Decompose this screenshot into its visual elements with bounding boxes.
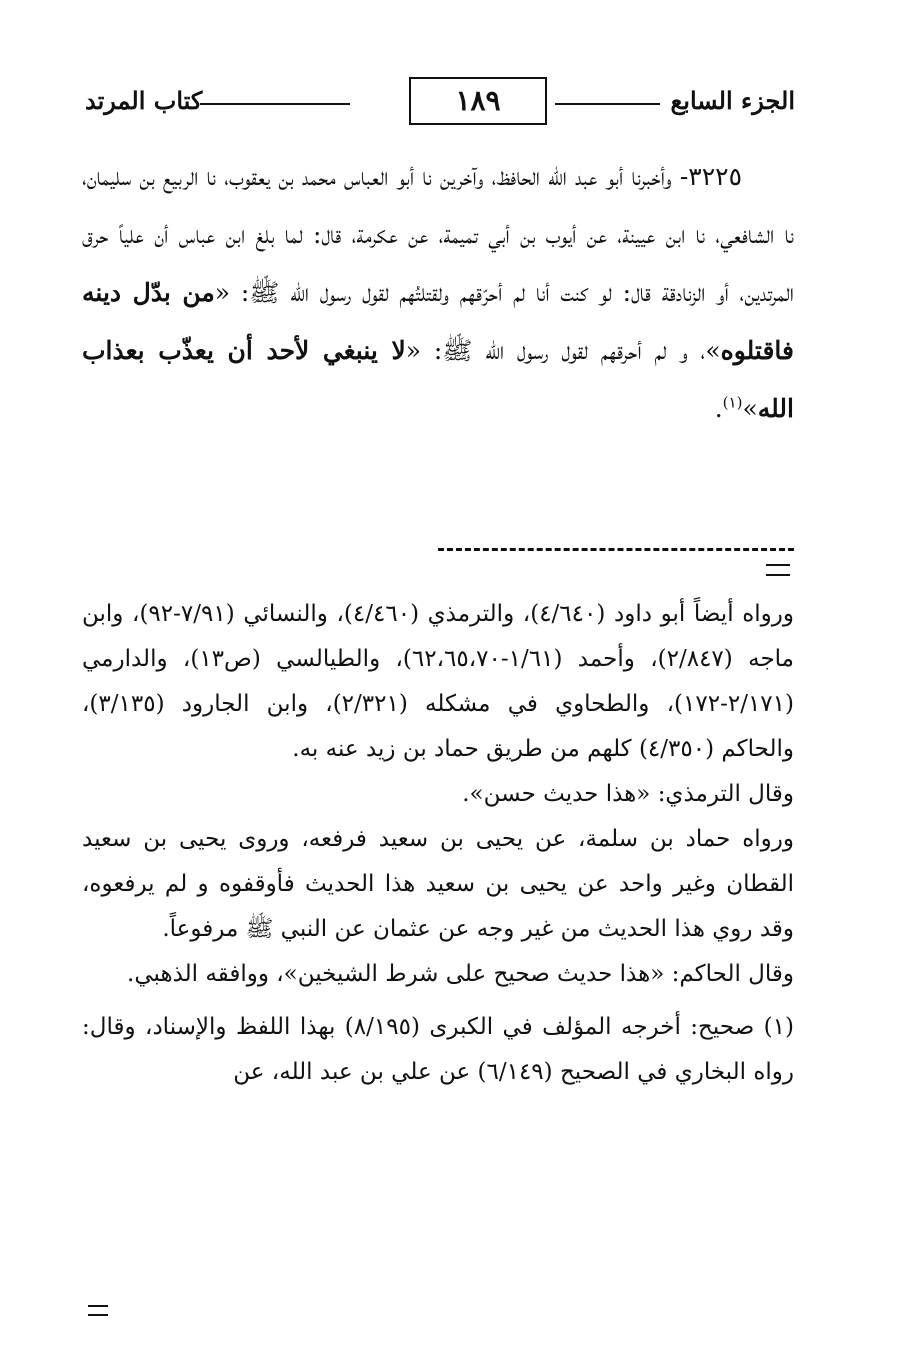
footnote-separator bbox=[438, 548, 794, 551]
page-header bbox=[85, 72, 795, 126]
footnote-hakim: وقال الحاكم: «هذا حديث صحيح على شرط الشيخين»، ووافقه الذهبي. bbox=[127, 961, 794, 987]
hadith-quote-2: لا ينبغي لأحد أن يعذّب بعذاب الله bbox=[82, 336, 794, 423]
header-chapter-title: كتاب المرتد bbox=[85, 86, 203, 115]
header-volume-title: الجزء السابع bbox=[670, 86, 795, 115]
continuation-mark-bottom bbox=[88, 1305, 108, 1316]
main-text bbox=[82, 148, 794, 438]
continuation-mark-top bbox=[766, 564, 790, 576]
footnotes bbox=[82, 592, 794, 1095]
hadith-text-1: ٣٢٢٥- وأخبرنا أبو عبد الله الحافظ، وآخرين نا أبو العباس محمد بن يعقوب، نا الربيع بن سليمان، نا الشافعي، نا ابن عيينة، عن أيوب بن أبي تميمة، عن عكرمة، قال: لما بلغ ابن عباس أن علياً حرق المرتدين، أو الزنادقة قال: لو كنت أنا لم أحرّقهم ولقتلتُهم لقول رسول الله ﷺ: « bbox=[82, 162, 794, 307]
page-number: ١٨٩ bbox=[455, 84, 501, 117]
header-rule-right bbox=[555, 103, 660, 105]
footnote-continued: ورواه أيضاً أبو داود (٤/٦٤٠)، والترمذي (٤/٤٦٠)، والنسائي (٧/٩١-٩٢)، وابن ماجه (٢/٨٤٧)، وأحمد (١/٦١-٦٢،٦٥،٧٠)، والطيالسي (ص١٣)، والدارمي (٢/١٧١-١٧٢)، والطحاوي في مشكله (٢/٣٢١)، وابن الجارود (٣/١٣٥)، والحاكم (٤/٣٥٠) كلهم من طريق حماد بن زيد عنه به. bbox=[82, 601, 794, 762]
footnote-ref: (١) bbox=[722, 393, 743, 412]
hadith-quote-1: من بدّل دينه فاقتلوه bbox=[82, 278, 794, 365]
hadith-text-end: . bbox=[714, 394, 723, 423]
hadith-text-2: »، و لم أحرقهم لقول رسول الله ﷺ: « bbox=[405, 336, 721, 365]
header-rule-left bbox=[200, 103, 350, 105]
footnote-1: (١) صحيح: أخرجه المؤلف في الكبرى (٨/١٩٥) بهذا اللفظ والإسناد، وقال: رواه البخاري في الصحيح (٦/١٤٩) عن علي بن عبد الله، عن bbox=[82, 1014, 794, 1085]
footnote-tirmidhi: وقال الترمذي: «هذا حديث حسن». bbox=[462, 781, 794, 807]
hadith-text-3: » bbox=[742, 394, 758, 423]
hadith-paragraph bbox=[82, 148, 794, 438]
footnote-hammad: ورواه حماد بن سلمة، عن يحيى بن سعيد فرفعه، وروى يحيى بن سعيد القطان وغير واحد عن يحيى بن سعيد هذا الحديث فأوقفوه و لم يرفعوه، وقد روي هذا الحديث من غير وجه عن عثمان عن النبي ﷺ مرفوعاً. bbox=[82, 826, 794, 942]
page-number-box bbox=[409, 77, 547, 125]
